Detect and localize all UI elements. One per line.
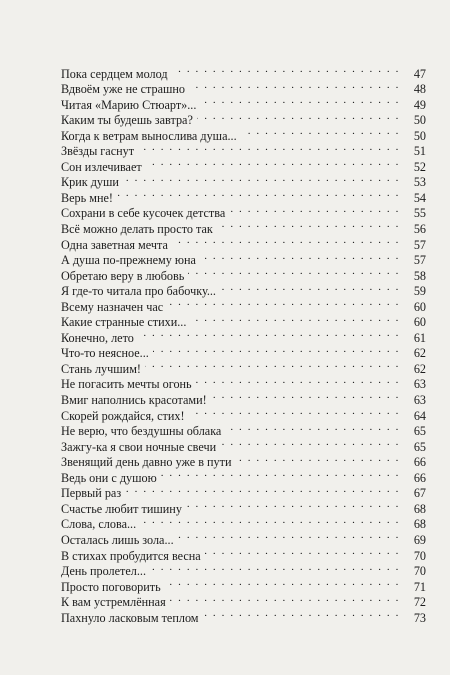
toc-entry-page-number: 56 xyxy=(413,222,426,237)
dot-leader xyxy=(153,342,400,358)
toc-entry-title: Читая «Марию Стюарт»... xyxy=(61,97,197,112)
toc-entry-title: Первый раз xyxy=(61,486,122,501)
toc-entry-page-number: 63 xyxy=(413,377,426,392)
toc-entry-title: Обретаю веру в любовь xyxy=(61,268,185,283)
dot-leader xyxy=(145,357,400,373)
toc-entry-page-number: 65 xyxy=(413,424,426,439)
toc-entry-title: Слова, слова... xyxy=(61,517,137,532)
toc-entry-page-number: 67 xyxy=(413,486,426,501)
toc-entry xyxy=(61,62,426,81)
dot-leader xyxy=(138,326,400,342)
toc-entry-title: Звенящий день давно уже в пути xyxy=(61,455,232,470)
toc-entry-page-number: 49 xyxy=(413,97,426,112)
toc-entry-title: Вдвоём уже не страшно xyxy=(61,82,185,97)
toc-entry-page-number: 50 xyxy=(413,128,426,143)
dot-leader xyxy=(138,140,400,156)
toc-entry-title: Когда к ветрам вынослива душа... xyxy=(61,128,237,143)
toc-entry-page-number: 60 xyxy=(413,315,426,330)
toc-entry-page-number: 68 xyxy=(413,501,426,516)
dot-leader xyxy=(140,513,400,529)
dot-leader xyxy=(203,606,400,622)
toc-entry-title: Звёзды гаснут xyxy=(61,144,135,159)
toc-entry-page-number: 63 xyxy=(413,393,426,408)
toc-entry-title: Ведь они с душою xyxy=(61,470,157,485)
toc-entry-title: Просто поговорить xyxy=(61,579,161,594)
dot-leader xyxy=(200,249,400,265)
toc-entry-title: Каким ты будешь завтра? xyxy=(61,113,193,128)
dot-leader xyxy=(196,373,400,389)
dot-leader xyxy=(178,528,400,544)
toc-entry-title: Крик души xyxy=(61,175,119,190)
dot-leader xyxy=(211,388,400,404)
toc-entry-title: Скорей рождайся, стих! xyxy=(61,408,185,423)
dot-leader xyxy=(117,186,400,202)
dot-leader xyxy=(170,591,400,607)
toc-entry-page-number: 62 xyxy=(413,346,426,361)
dot-leader xyxy=(220,280,400,296)
dot-leader xyxy=(229,202,400,218)
dot-leader xyxy=(189,78,400,94)
toc-entry-page-number: 55 xyxy=(413,206,426,221)
toc-entry-page-number: 60 xyxy=(413,299,426,314)
toc-entry-title: Сохрани в себе кусочек детства xyxy=(61,206,226,221)
toc-entry-title: Счастье любит тишину xyxy=(61,501,182,516)
toc-entry-title: День пролетел... xyxy=(61,564,146,579)
toc-entry-page-number: 73 xyxy=(413,610,426,625)
toc-entry-page-number: 52 xyxy=(413,159,426,174)
dot-leader xyxy=(197,109,400,125)
toc-entry-title: Что-то неясное... xyxy=(61,346,149,361)
toc-entry-title: Вмиг наполнись красотами! xyxy=(61,393,207,408)
toc-entry-title: Одна заветная мечта xyxy=(61,237,168,252)
toc-entry-page-number: 54 xyxy=(413,190,426,205)
toc-entry-page-number: 59 xyxy=(413,284,426,299)
toc-entry-page-number: 57 xyxy=(413,237,426,252)
toc-entry-page-number: 64 xyxy=(413,408,426,423)
dot-leader xyxy=(205,544,400,560)
toc-entry-title: Конечно, лето xyxy=(61,330,134,345)
toc-entry-page-number: 47 xyxy=(413,66,426,81)
toc-entry-page-number: 68 xyxy=(413,517,426,532)
toc-entry-title: Всему назначен час xyxy=(61,299,164,314)
toc-entry-title: Осталась лишь зола... xyxy=(61,532,174,547)
toc-entry-page-number: 58 xyxy=(413,268,426,283)
toc-entry-title: В стихах пробудится весна xyxy=(61,548,201,563)
toc-entry-title: Зажгу-ка я свои ночные свечи xyxy=(61,439,217,454)
toc-entry-title: Верь мне! xyxy=(61,190,113,205)
toc-entry-page-number: 71 xyxy=(413,579,426,594)
dot-leader xyxy=(241,124,400,140)
toc-entry-page-number: 70 xyxy=(413,564,426,579)
dot-leader xyxy=(150,560,400,576)
dot-leader xyxy=(235,451,400,467)
dot-leader xyxy=(225,420,400,436)
dot-leader xyxy=(217,217,400,233)
toc-entry-page-number: 50 xyxy=(413,113,426,128)
dot-leader xyxy=(172,233,400,249)
dot-leader xyxy=(186,497,400,513)
toc-entry-page-number: 65 xyxy=(413,439,426,454)
dot-leader xyxy=(189,404,400,420)
toc-entry-title: Пахнуло ласковым теплом xyxy=(61,610,199,625)
toc-entry-page-number: 62 xyxy=(413,361,426,376)
dot-leader xyxy=(200,93,400,109)
toc-entry-title: Сон излечивает xyxy=(61,159,142,174)
toc-entry-page-number: 51 xyxy=(413,144,426,159)
dot-leader xyxy=(172,62,400,78)
dot-leader xyxy=(161,466,400,482)
toc-entry-title: Не погасить мечты огонь xyxy=(61,377,192,392)
dot-leader xyxy=(190,311,400,327)
toc-entry-title: Я где-то читала про бабочку... xyxy=(61,284,216,299)
toc-entry-title: Стань лучшим! xyxy=(61,361,141,376)
toc-entry-page-number: 48 xyxy=(413,82,426,97)
dot-leader xyxy=(165,575,400,591)
toc-entry-page-number: 66 xyxy=(413,455,426,470)
toc-entry-page-number: 57 xyxy=(413,253,426,268)
toc-entry-page-number: 72 xyxy=(413,595,426,610)
dot-leader xyxy=(123,171,400,187)
toc-entry-title: А душа по-прежнему юна xyxy=(61,253,196,268)
dot-leader xyxy=(167,295,400,311)
toc-entry-page-number: 66 xyxy=(413,470,426,485)
toc-entry-title: К вам устремлённая xyxy=(61,595,166,610)
dot-leader xyxy=(188,264,400,280)
toc-entry-title: Всё можно делать просто так xyxy=(61,222,213,237)
table-of-contents xyxy=(61,62,426,625)
toc-entry-page-number: 70 xyxy=(413,548,426,563)
toc-entry-title: Пока сердцем молод xyxy=(61,66,168,81)
dot-leader xyxy=(220,435,400,451)
toc-entry-title: Не верю, что бездушны облака xyxy=(61,424,222,439)
toc-entry-title: Какие странные стихи... xyxy=(61,315,187,330)
toc-entry-page-number: 61 xyxy=(413,330,426,345)
toc-entry-page-number: 69 xyxy=(413,532,426,547)
dot-leader xyxy=(146,155,400,171)
toc-entry-page-number: 53 xyxy=(413,175,426,190)
dot-leader xyxy=(125,482,400,498)
